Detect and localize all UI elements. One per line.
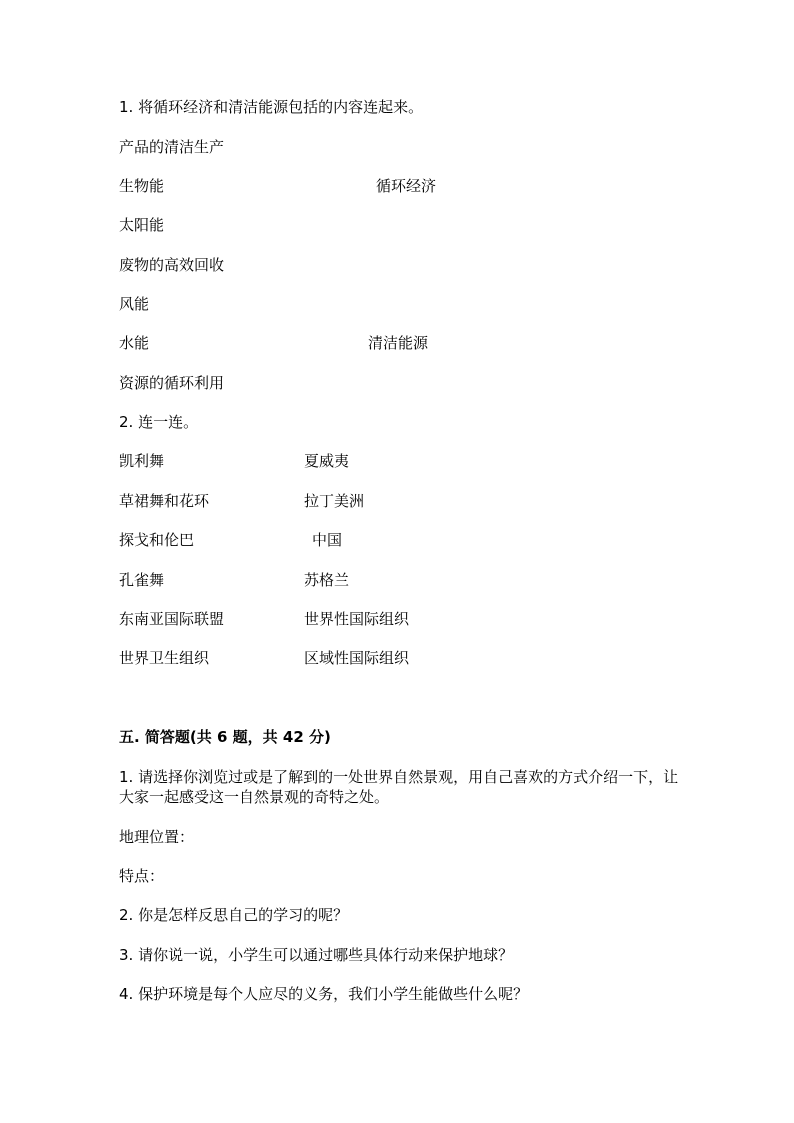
section-heading: 五. 简答题(共 6 题，共 42 分) [119,728,331,746]
q2-left-item: 孔雀舞 [119,571,165,589]
q2-right-item: 中国 [312,531,343,549]
q1-left-item: 废物的高效回收 [119,256,225,274]
q2-right-item: 苏格兰 [304,571,350,589]
q2-right-item: 拉丁美洲 [304,492,365,510]
q2-prompt: 2. 连一连。 [119,413,199,431]
q2-right-item: 世界性国际组织 [304,610,410,628]
q2-left-item: 探戈和伦巴 [119,531,195,549]
q1-left-item: 产品的清洁生产 [119,138,225,156]
q1-left-item: 生物能 [119,177,165,195]
q2-left-item: 东南亚国际联盟 [119,610,225,628]
q1-left-item: 资源的循环利用 [119,374,225,392]
s5-question-2: 2. 你是怎样反思自己的学习的呢？ [119,906,349,924]
location-label: 地理位置： [119,828,195,846]
q1-right-item: 清洁能源 [368,334,429,352]
q1-left-item: 太阳能 [119,216,165,234]
q2-right-item: 夏威夷 [304,452,350,470]
s5-question-4: 4. 保护环境是每个人应尽的义务，我们小学生能做些什么呢？ [119,985,529,1003]
q1-right-item: 循环经济 [376,177,437,195]
q1-prompt: 1. 将循环经济和清洁能源包括的内容连起来。 [119,98,424,116]
q1-left-item: 风能 [119,295,150,313]
q2-right-item: 区域性国际组织 [304,649,410,667]
q1-left-item: 水能 [119,334,150,352]
features-label: 特点： [119,867,165,885]
q2-left-item: 凯利舞 [119,452,165,470]
s5-question-1: 1. 请选择你浏览过或是了解到的一处世界自然景观，用自己喜欢的方式介绍一下，让大家一起感受这一自然景观的奇特之处。 [119,768,679,806]
q2-left-item: 草裙舞和花环 [119,492,210,510]
s5-question-3: 3. 请你说一说，小学生可以通过哪些具体行动来保护地球？ [119,946,514,964]
q2-left-item: 世界卫生组织 [119,649,210,667]
